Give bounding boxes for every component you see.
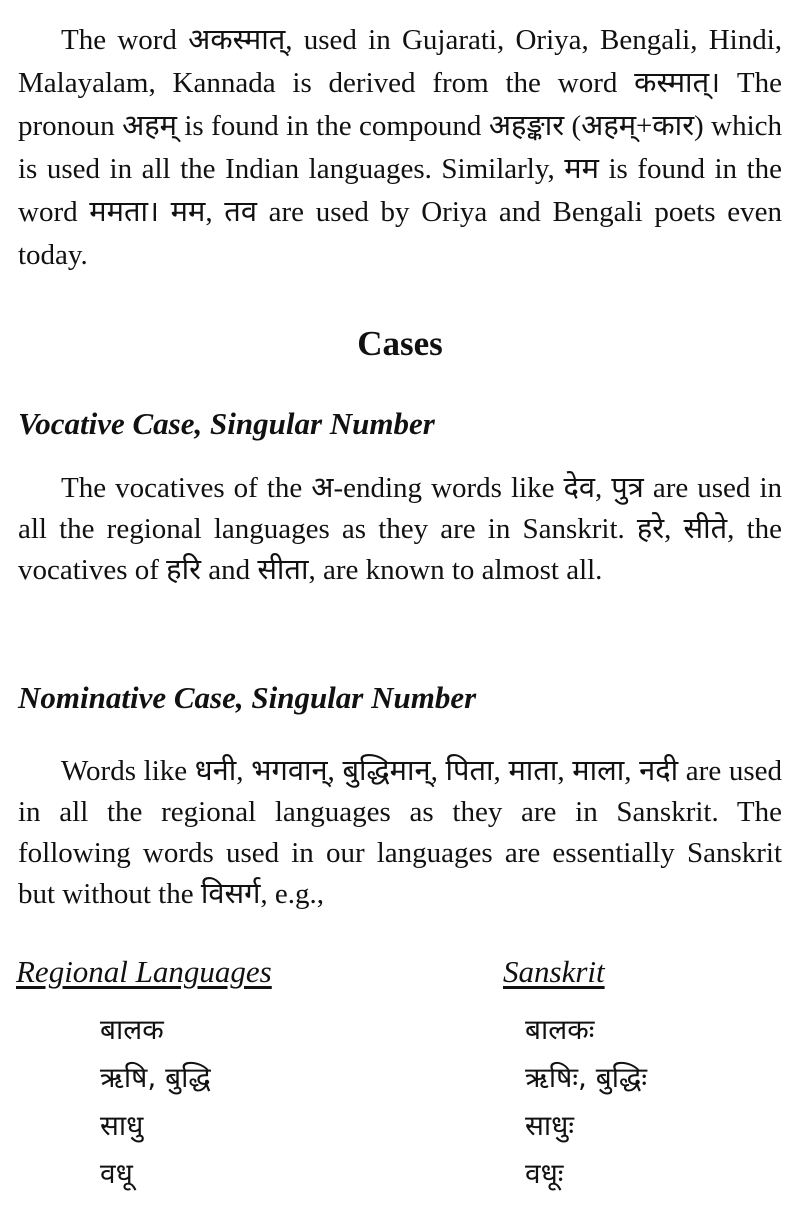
subheading-vocative: Vocative Case, Singular Number: [18, 406, 435, 441]
sanskrit-word: ऋषिः, बुद्धिः: [525, 1061, 648, 1094]
regional-word: वधू: [100, 1157, 133, 1190]
intro-paragraph: The word अकस्मात्, used in Gujarati, Oriya, Bengali, Hindi, Malayalam, Kannada is derived from the word कस्मात्। The pronoun अहम् is found in the compound अहङ्कार (अहम्+कार) which is used in all the Indian languages. Similarly, मम is found in the word ममता। मम, तव are used by Oriya and Bengali poets even today.: [18, 24, 782, 271]
section-heading-cases: Cases: [357, 324, 443, 363]
column-header-sanskrit: Sanskrit: [503, 954, 605, 989]
regional-word: ऋषि, बुद्धि: [100, 1061, 211, 1094]
sanskrit-word: बालकः: [525, 1013, 595, 1046]
column-header-regional: Regional Languages: [16, 954, 272, 989]
vocative-paragraph: The vocatives of the अ-ending words like देव, पुत्र are used in all the regional languages as they are in Sanskrit. हरे, सीते, the vocatives of हरि and सीता, are known to almost all.: [18, 472, 782, 586]
sanskrit-word: वधूः: [525, 1157, 564, 1190]
sanskrit-word: साधुः: [525, 1109, 575, 1142]
subheading-nominative: Nominative Case, Singular Number: [18, 680, 477, 715]
regional-word: बालक: [100, 1013, 164, 1046]
regional-word: साधु: [100, 1109, 144, 1142]
nominative-paragraph: Words like धनी, भगवान्, बुद्धिमान्, पिता, माता, माला, नदी are used in all the regional languages as they are in Sanskrit. The following words used in our languages are essentially Sanskrit but without the विसर्ग, e.g.,: [18, 755, 782, 910]
